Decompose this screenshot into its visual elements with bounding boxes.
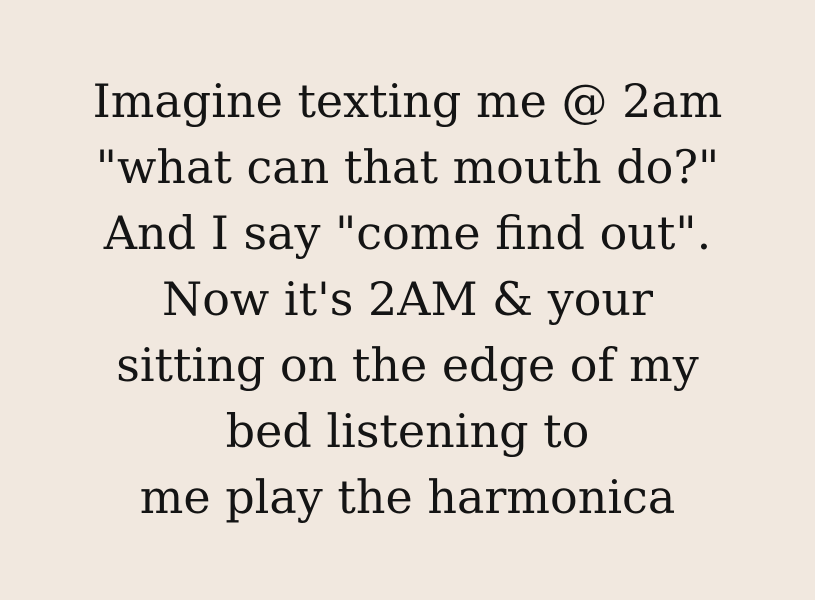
quote-line-2: "what can that mouth do?" [95, 140, 720, 194]
quote-line-4: Now it's 2AM & your [161, 272, 654, 326]
quote-text [0, 68, 815, 530]
quote-line-7: me play the harmonica [139, 470, 676, 524]
quote-line-6: bed listening to [225, 404, 590, 458]
quote-line-3: And I say "come find out". [103, 206, 712, 260]
quote-line-1: Imagine texting me @ 2am [92, 74, 723, 128]
quote-line-5: sitting on the edge of my [116, 338, 699, 392]
